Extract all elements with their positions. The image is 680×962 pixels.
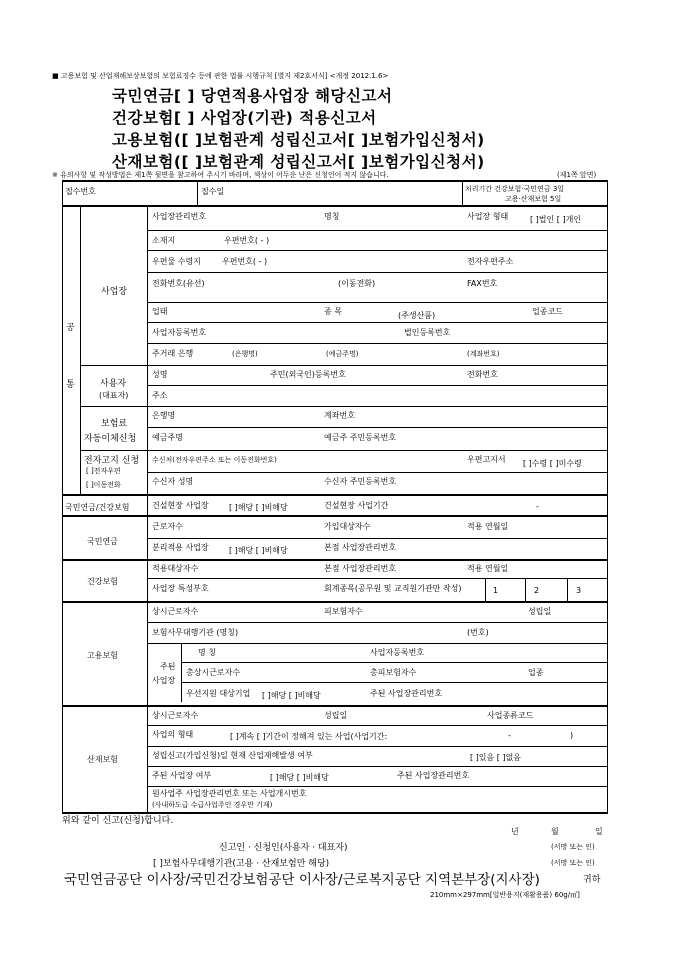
biz-type-code-label: 사업종류코드 <box>487 711 534 720</box>
form-top-border <box>62 180 608 182</box>
total-insured-label: 총피보험자수 <box>370 668 417 677</box>
pension-workers-label: 근로자수 <box>152 522 183 531</box>
instruction-note: ※ 유의사항 및 작성방법은 제1쪽 뒷면을 참고하여 주시기 바라며, 색상이 어두운 난은 신청인이 적지 않습니다. <box>52 171 389 179</box>
row-border <box>148 343 608 344</box>
accounting-type-2[interactable]: 2 <box>534 586 540 595</box>
pension-main-no-label: 본점 사업장관리번호 <box>324 543 397 552</box>
processing-period: 처리기간 건강보험·국민연금 3일 <box>465 185 565 193</box>
declaration-text: 위와 같이 신고(신청)합니다. <box>62 816 174 826</box>
pension-subscribers-label: 가입대상자수 <box>324 522 371 531</box>
section-border <box>62 494 608 496</box>
biz-form-dash: - <box>508 731 511 740</box>
mail-zip: 우편번호( - ) <box>222 257 268 266</box>
workplace-name-label: 명칭 <box>324 212 340 221</box>
employment-label: 고용보험 <box>87 651 118 660</box>
addressee-text: 국민연금공단 이사장/국민건강보험공단 이사장/근로복지공단 지역본부장(지사장) <box>64 872 540 888</box>
section-border <box>62 205 608 207</box>
ind-est-date-label: 성립일 <box>324 711 348 720</box>
priority-support-label: 우선지원 대상기업 <box>186 689 251 698</box>
depositor-name-label: (예금주명) <box>326 350 359 358</box>
divider <box>147 496 148 719</box>
divider <box>567 579 568 601</box>
row-border <box>148 725 608 726</box>
bank-name-label: (은행명) <box>232 350 258 358</box>
workplace-type-options[interactable]: [ ]법인 [ ]개인 <box>530 215 582 224</box>
receipt-number-label: 접수번호 <box>65 187 96 196</box>
agency-signer-label: [ ]보험사무대행기관(고용 · 산재보험만 해당) <box>153 859 330 869</box>
separate-apply-label: 분리적용 사업장 <box>152 543 209 552</box>
mobile-label: (이동전화) <box>338 279 376 288</box>
section-border <box>62 705 608 707</box>
autopay-label-2: 자동이체신청 <box>84 434 137 444</box>
workplace-label: 사업장 <box>101 287 128 297</box>
emp-est-date-label: 성립일 <box>528 607 552 616</box>
separate-apply-options[interactable]: [ ]해당 [ ]비해당 <box>229 546 288 555</box>
business-label: 업태 <box>152 307 168 316</box>
autopay-bank-label: 은행명 <box>152 411 176 420</box>
agency-signature-label[interactable]: (서명 또는 인) <box>551 859 595 867</box>
row-border <box>148 427 608 428</box>
main-biz-flag-options[interactable]: [ ]해당 [ ]비해당 <box>270 773 329 782</box>
divider <box>181 644 182 702</box>
row-border <box>148 322 608 323</box>
mail-address-label: 우편물 수령지 <box>152 257 201 266</box>
ind-main-mgmt-label: 주된 사업장관리번호 <box>397 771 470 780</box>
emp-workers-label: 상시근로자수 <box>152 607 199 616</box>
autopay-label: 보험료 <box>101 419 128 429</box>
receiver-id-label: 수신자 주민등록번호 <box>324 477 397 486</box>
employer-id-label: 주민(외국인)등록번호 <box>270 370 346 379</box>
ebill-receiver-label: 수신처(전자우편주소 또는 이동전화번호) <box>152 456 277 464</box>
fax-label: FAX번호 <box>467 279 498 288</box>
biz-form-options[interactable]: [ ]계속 [ ]기간이 정해져 있는 사업(사업기간: <box>230 732 388 741</box>
ind-workers-label: 상시근로자수 <box>152 711 199 720</box>
accident-options[interactable]: [ ]있음 [ ]없음 <box>470 753 522 762</box>
item-label: 종 목 <box>324 307 342 316</box>
processing-period-2: 고용·산재보험 5일 <box>505 195 562 203</box>
accident-label: 성립신고(가입신청)일 현재 산업재해발생 여부 <box>152 751 313 760</box>
agency-number-label: (번호) <box>467 628 489 637</box>
row-border <box>148 643 608 644</box>
accounting-type-1[interactable]: 1 <box>493 586 499 595</box>
addressee-suffix: 귀하 <box>583 875 601 885</box>
health-subjects-label: 적용대상자수 <box>152 564 199 573</box>
construction-period-label: 건설현장 사업기간 <box>324 501 389 510</box>
row-border <box>148 472 608 473</box>
title-industrial: 산재보험([ ]보험관계 성립신고서[ ]보험가입신청서) <box>112 153 485 171</box>
row-border <box>148 385 608 386</box>
total-workers-label: 총상시근로자수 <box>186 668 241 677</box>
row-border <box>81 450 608 451</box>
account-number-label: (계좌번호) <box>467 350 500 358</box>
title-health: 건강보험[ ] 사업장(기관) 적용신고서 <box>112 109 377 127</box>
health-code-label: 사업장 특성부호 <box>152 584 209 593</box>
health-main-no-label: 본점 사업장관리번호 <box>324 564 397 573</box>
workplace-type-label: 사업장 형태 <box>467 212 509 221</box>
side-label-common-2: 통 <box>66 380 75 390</box>
construction-site-options[interactable]: [ ]해당 [ ]비해당 <box>229 503 288 512</box>
section-border <box>62 515 608 517</box>
page-indicator: (제1쪽 앞면) <box>557 171 597 179</box>
row-border <box>182 662 608 663</box>
corp-reg-no-label: 법인등록번호 <box>404 328 451 337</box>
priority-support-options[interactable]: [ ]해당 [ ]비해당 <box>262 691 321 700</box>
main-biz-label-2: 사업장 <box>152 676 176 685</box>
biz-form-close: ) <box>570 731 574 740</box>
ebill-label: 전자고지 신청 <box>84 456 140 466</box>
employer-address-label: 주소 <box>152 391 168 400</box>
employer-label: 사용자 <box>100 379 127 389</box>
pension-label: 국민연금 <box>87 537 118 546</box>
divider <box>485 579 486 601</box>
autopay-account-label: 계좌번호 <box>324 411 355 420</box>
row-border <box>148 786 608 787</box>
form-right-border <box>607 181 608 813</box>
form-left-border <box>62 181 63 813</box>
ebill-option-email[interactable]: [ ]전자우편 <box>86 467 121 475</box>
row-border <box>148 250 608 251</box>
main-product-label: (주생산품) <box>398 311 436 320</box>
row-border <box>148 302 608 303</box>
health-label: 건강보험 <box>87 577 118 586</box>
emp-main-mgmt-label: 주된 사업장관리번호 <box>370 689 443 698</box>
title-employment: 고용보험([ ]보험관계 성립신고서[ ]보험가입신청서) <box>112 131 485 149</box>
form-legal-note: ■ 고용보험 및 산업재해보상보험의 보험료징수 등에 관한 법률 시행규칙 [별지 제2호서식] <개정 2012.1.6> <box>52 72 389 80</box>
autopay-depositor-label: 예금주명 <box>152 433 183 442</box>
applicant-signature-label[interactable]: (서명 또는 인) <box>551 843 595 851</box>
main-bank-label: 주거래 은행 <box>152 349 194 358</box>
title-pension: 국민연금[ ] 당연적용사업장 해당신고서 <box>112 87 393 105</box>
row-border <box>148 578 608 579</box>
industrial-label: 산재보험 <box>87 755 118 764</box>
biz-form-label: 사업의 형태 <box>152 730 194 739</box>
section-border <box>62 559 608 561</box>
pension-apply-date-label: 적용 연월일 <box>467 522 509 531</box>
workplace-zip: 우편번호( - ) <box>224 236 270 245</box>
workplace-mgmt-no-label: 사업장관리번호 <box>152 212 207 221</box>
biz-reg-no-label: 사업자등록번호 <box>152 328 207 337</box>
main-biz-flag-label: 주된 사업장 여부 <box>152 771 212 780</box>
row-border <box>148 746 608 747</box>
emp-industry-label: 업종 <box>528 668 544 677</box>
pension-health-label: 국민연금/건강보험 <box>65 503 130 512</box>
applicant-label: 신고인 · 신청인(사용자 · 대표자) <box>219 843 348 853</box>
agency-label: 보험사무대행기관 (명칭) <box>152 628 239 637</box>
section-border <box>62 601 608 603</box>
main-biz-label: 주된 <box>160 662 176 671</box>
emp-insured-label: 피보험자수 <box>324 607 363 616</box>
row-border <box>148 272 608 273</box>
construction-site-label: 건설현장 사업장 <box>152 501 209 510</box>
row-border <box>182 682 608 683</box>
paper-spec: 210mm×297mm[일반용지(재활용품) 60g/㎡] <box>430 891 580 899</box>
orig-employer-label: 원사업주 사업장관리번호 또는 사업개시번호 <box>152 789 307 798</box>
row-border <box>148 230 608 231</box>
row-border <box>148 538 608 539</box>
divider <box>147 706 148 812</box>
date-month-label: 월 <box>551 827 559 836</box>
phone-label: 전화번호(유선) <box>152 279 205 288</box>
industry-code-label: 업종코드 <box>532 307 563 316</box>
accounting-type-3[interactable]: 3 <box>576 586 582 595</box>
divider <box>462 181 463 205</box>
main-biz-name-label: 명 칭 <box>198 648 216 657</box>
ebill-option-mobile[interactable]: [ ]이동전화 <box>86 481 121 489</box>
row-border <box>81 365 608 366</box>
main-biz-no-label: 사업자등록번호 <box>370 648 425 657</box>
postal-notice-label: 우편고지서 <box>467 455 506 464</box>
receipt-date-label: 접수일 <box>201 187 225 196</box>
construction-period-dash: - <box>536 502 539 511</box>
employer-phone-label: 전화번호 <box>467 370 498 379</box>
receiver-name-label: 수신자 성명 <box>152 477 194 486</box>
date-day-label: 일 <box>595 827 603 836</box>
divider <box>197 181 198 205</box>
row-border <box>148 622 608 623</box>
row-border <box>81 406 608 407</box>
row-border <box>148 766 608 767</box>
workplace-address-label: 소재지 <box>152 236 176 245</box>
autopay-depositor-id-label: 예금주 주민등록번호 <box>324 433 397 442</box>
employer-name-label: 성명 <box>152 370 168 379</box>
accounting-type-label: 회계종목(공무원 및 교직원기관만 작성) <box>324 584 462 593</box>
email-label: 전자우편주소 <box>467 257 514 266</box>
orig-employer-note: (사내하도급 수급사업주인 경우만 기재) <box>152 801 273 809</box>
postal-notice-options[interactable]: [ ]수령 [ ]미수령 <box>523 459 582 468</box>
employer-label-2: (대표자) <box>99 391 129 400</box>
side-label-common-1: 공 <box>66 323 75 333</box>
divider <box>525 579 526 601</box>
date-year-label: 년 <box>511 827 519 836</box>
health-apply-date-label: 적용 연월일 <box>467 564 509 573</box>
